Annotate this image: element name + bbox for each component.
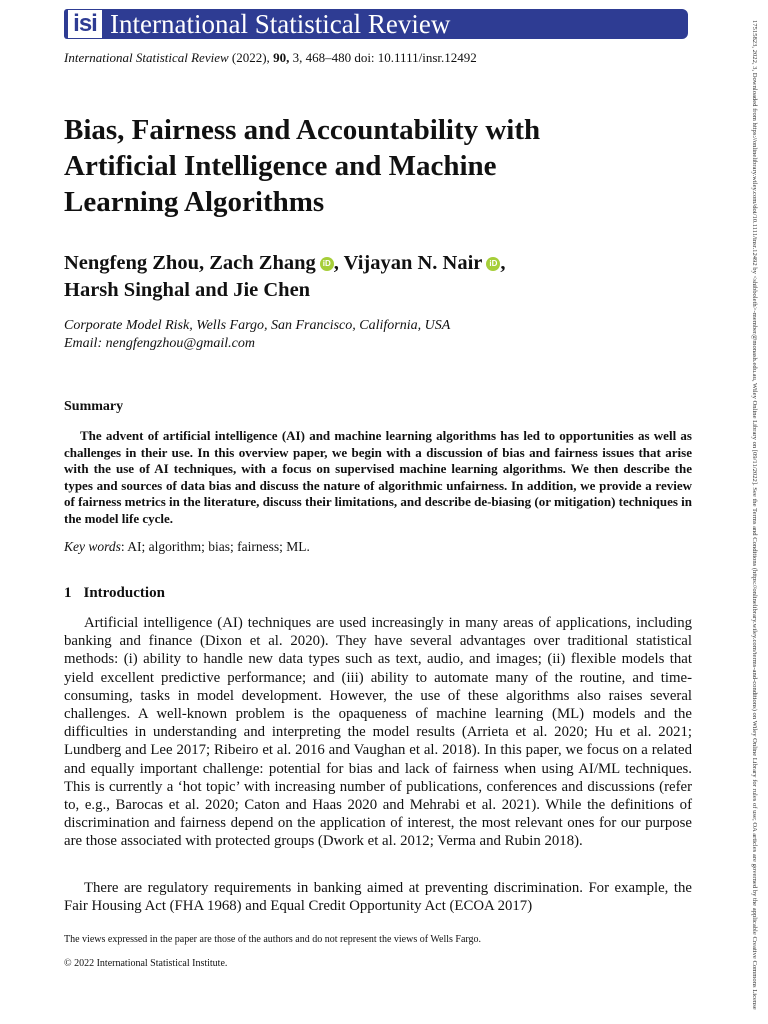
affiliation: Corporate Model Risk, Wells Fargo, San Francisco, California, USA [64,318,451,333]
journal-title: International Statistical Review [110,9,451,39]
orcid-icon[interactable]: iD [486,257,500,271]
download-notice-strip [735,20,765,1010]
paper-title [64,112,704,220]
author-names: Harsh Singhal and Jie Chen [64,279,311,301]
author-names: Nengfeng Zhou, Zach Zhang [64,252,316,274]
isi-logo: isi [68,10,102,38]
citation-line [64,50,477,66]
keywords [64,538,310,555]
intro-paragraph-1: Artificial intelligence (AI) techniques are used increasingly in many areas of applications, including banking and finance (Dixon et al. 2020). They have several advantages over traditional statistical methods: (i) ability to handle new data types such as text, audio, and images; (ii) flexible models that yield excellent predictive performance; and (iii) ability to automate many of the routine, and time-consuming, tasks in model development. However, the use of these algorithms also raises several challenges. A well-known problem is the opaqueness of machine learning (ML) models and the difficulties in understanding and interpreting the model results (Arrieta et al. 2020; Hu et al. 2021; Lundberg and Lee 2017; Ribeiro et al. 2016 and Vaughan et al. 2018). In this paper, we focus on a related and equally important challenge: potential for bias and lack of fairness when using AI/ML techniques. This is currently a ‘hot topic’ with increasing number of publications, conferences and discussions (refer to, e.g., Barocas et al. 2020; Caton and Haas 2020 and Mehrabi et al. 2021). While the definitions of discrimination and fairness depend on the application of interest, the most relevant ones for our purpose are those associated with protected groups (Dwork et al. 2012; Verma and Rubin 2018). [64,615,692,850]
citation-doi[interactable]: 3, 468–480 doi: 10.1111/insr.12492 [292,50,477,65]
title-line: Bias, Fairness and Accountability with [64,114,541,146]
author-names: , Vijayan N. Nair [333,252,483,274]
summary-heading: Summary [64,399,124,414]
download-notice-text: 17515823, 2022, 3, Downloaded from https://onlinelibrary.wiley.com/doi/10.1111/insr.12492 by <shibboleth>-member@monash.edu.au, Wiley Online Library on [09/11/2022]. See the Terms and Conditions (https://onlinelibrary.wiley.com/terms-and-conditions) on Wiley Online Library for rules of use; OA articles are governed by the applicable Creative Commons License [751,20,758,1010]
title-line: Learning Algorithms [64,186,325,218]
orcid-icon[interactable]: iD [320,257,334,271]
section-heading-introduction [64,585,165,602]
citation-volume: 90, [273,50,290,65]
citation-journal: International Statistical Review [64,50,229,65]
section-number: 1 [64,585,72,601]
author-email[interactable]: Email: nengfengzhou@gmail.com [64,336,255,351]
keywords-list: : AI; algorithm; bias; fairness; ML. [120,539,310,554]
author-separator: , [500,252,506,274]
keywords-label: Key words [64,539,121,554]
author-list [64,250,704,304]
section-title: Introduction [83,585,165,601]
intro-paragraph-2: There are regulatory requirements in banking aimed at preventing discrimination. For example, the Fair Housing Act (FHA 1968) and Equal Credit Opportunity Act (ECOA 2017) [64,880,692,915]
citation-year: (2022), [231,50,270,65]
footnote: The views expressed in the paper are those of the authors and do not represent the views of Wells Fargo. [64,934,482,945]
title-line: Artificial Intelligence and Machine [64,150,497,182]
copyright-notice: © 2022 International Statistical Institute. [64,958,228,969]
summary-abstract: The advent of artificial intelligence (AI) and machine learning algorithms has led to opportunities as well as challenges in their use. In this overview paper, we begin with a discussion of bias and fairness issues that arise with the use of AI techniques, with a focus on supervised machine learning algorithms. We then describe the types and sources of data bias and discuss the nature of algorithmic unfairness. In addition, we provide a review of fairness metrics in the literature, discuss their limitations, and describe de-biasing (or mitigation) techniques in the model life cycle. [64,428,692,526]
